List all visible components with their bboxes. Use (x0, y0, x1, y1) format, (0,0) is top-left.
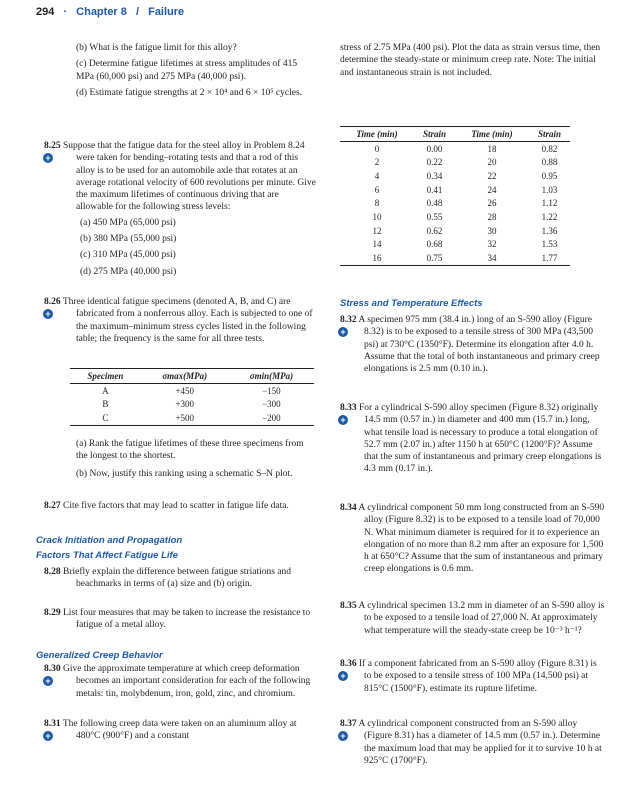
table-cell: 0.95 (541, 170, 558, 181)
problem-number: 8.29 (44, 608, 61, 618)
header-slash: / (135, 6, 140, 18)
table-cell: 22 (487, 170, 497, 181)
table-cell: 0.75 (426, 253, 443, 264)
table-cell: 32 (487, 239, 497, 250)
table-cell: 0.62 (426, 225, 443, 236)
table-cell: 4 (374, 170, 380, 181)
table-cell: 0.68 (426, 239, 443, 250)
problem-text: A cylindrical specimen 13.2 mm in diameter of an S-590 alloy is to be exposed to a tensile load of 27,000 N. At approximately what temperature will the steady-state creep be 10⁻³ h⁻¹? (358, 601, 605, 636)
table-cell: 20 (487, 157, 497, 168)
problem-text: A specimen 975 mm (38.4 in.) long of an S-590 alloy (Figure 8.32) is to be exposed to a tensile stress of 300 MPa (43,500 psi) at 730°C (1350°F). Determine its elongation after 4.0 h. Assume that the total of both instantaneous and primary creep elongations is 2.5 mm (0.10 in.). (358, 315, 600, 375)
table-cell: 34 (487, 253, 497, 264)
table-cell: 0.41 (426, 184, 443, 195)
stress-level-c: (c) 310 MPa (45,000 psi) (80, 250, 176, 261)
table-cell: 2 (374, 157, 380, 168)
table-cell: 24 (487, 184, 497, 195)
stress-level-b: (b) 380 MPa (55,000 psi) (80, 234, 177, 245)
problem-number: 8.27 (44, 501, 61, 511)
problem-8-33 (340, 402, 606, 476)
table-header: Strain (537, 128, 561, 139)
problem-8-30 (44, 663, 316, 700)
problem-number: 8.28 (44, 567, 61, 577)
problem-8-26-a: (a) Rank the fatigue lifetimes of these three specimens from the longest to the shortest. (76, 439, 304, 462)
table-cell: 1.53 (541, 239, 558, 250)
problem-8-27 (44, 500, 316, 512)
table-header: Specimen (87, 370, 124, 381)
problem-8-37 (340, 718, 606, 767)
problem-8-25 (44, 140, 316, 278)
left-column (44, 42, 316, 99)
table-cell: −200 (262, 412, 281, 423)
problem-text: For a cylindrical S-590 alloy specimen (Figure 8.32) originally 14.5 mm (0.57 in.) in diameter and 400 mm (15.7 in.) long, what tensile load is necessary to produce a total elongation of 52.7 mm (2.07 in.) after 1150 h at 650°C (1200°F)? Assume that the sum of instantaneous and primary creep elongations is 4.3 mm (0.17 in.). (359, 403, 602, 475)
table-header: Time (min) (356, 128, 398, 139)
section-heading-creep: Generalized Creep Behavior (36, 650, 163, 661)
problem-text: Cite five factors that may lead to scatter in fatigue life data. (63, 501, 289, 511)
problem-number: 8.30 (44, 664, 61, 674)
plus-icon: + (43, 676, 53, 686)
table-cell: 0 (374, 143, 380, 154)
section-heading-factors: Factors That Affect Fatigue Life (36, 550, 178, 561)
plus-icon: + (338, 731, 348, 741)
problem-8-26-b: (b) Now, justify this ranking using a schematic S–N plot. (76, 468, 293, 479)
problem-number: 8.32 (340, 315, 357, 325)
problem-8-28 (44, 566, 316, 591)
problem-8-35 (340, 600, 606, 637)
table-cell: 0.00 (426, 143, 443, 154)
problem-number: 8.36 (340, 659, 357, 669)
problem-text: Three identical fatigue specimens (denoted A, B, and C) are fabricated from a nonferrous alloy. Each is subjected to one of the maximum–minimum stress cycles listed in the following table; the frequency is the same for all three tests. (62, 297, 313, 344)
table-cell: 1.77 (541, 253, 558, 264)
page-header (36, 6, 184, 18)
problem-number: 8.31 (44, 719, 61, 729)
table-cell: 1.22 (541, 211, 558, 222)
table-cell: +500 (175, 412, 195, 423)
section-heading-stress-temperature: Stress and Temperature Effects (340, 298, 483, 309)
table-cell: 28 (487, 211, 497, 222)
problem-text: Suppose that the fatigue data for the steel alloy in Problem 8.24 were taken for bending–rotating tests and that a rod of this alloy is to be used for an automobile axle that rotates at an average rotational velocity of 600 revolutions per minute. Give the maximum lifetimes of continuous driving that are allowable for the following stress levels: (63, 141, 316, 213)
problem-number: 8.26 (44, 297, 61, 307)
problem-text: A cylindrical component constructed from an S-590 alloy (Figure 8.31) has a diameter of 14.5 mm (0.57 in.). Determine the maximum load that may be applied for it to survive 10 h at 925°C (1700°F). (358, 719, 602, 766)
table-header: Strain (422, 128, 446, 139)
problem-8-24-d: (d) Estimate fatigue strengths at 2 × 10⁴ and 6 × 10⁵ cycles. (76, 87, 303, 98)
problem-text: A cylindrical component 50 mm long constructed from an S-590 alloy (Figure 8.32) is to be exposed to a tensile load of 70,000 N. What minimum diameter is required for it to experience an elongation of no more than 8.2 mm after an exposure for 1,500 h at 650°C? Assume that the sum of instantaneous and primary creep elongations is 0.6 mm. (358, 503, 605, 575)
problem-8-31-continued: stress of 2.75 MPa (400 psi). Plot the data as strain versus time, then determine the steady-state or minimum creep rate. Note: The initial and instantaneous strain is not included. (340, 43, 601, 78)
stress-level-d: (d) 275 MPa (40,000 psi) (80, 266, 177, 277)
table-cell: 10 (372, 211, 382, 222)
plus-icon: + (338, 415, 348, 425)
table-cell: 0.88 (541, 157, 558, 168)
header-separator: · (63, 6, 68, 18)
problem-text: The following creep data were taken on an aluminum alloy at 480°C (900°F) and a constant (62, 719, 297, 742)
problem-8-32 (340, 314, 606, 375)
problem-number: 8.33 (340, 403, 357, 413)
table-cell: C (102, 412, 109, 423)
section-heading-crack: Crack Initiation and Propagation (36, 535, 183, 546)
table-cell: 0.82 (541, 143, 558, 154)
table-cell: 16 (372, 253, 382, 264)
problem-number: 8.25 (44, 141, 61, 151)
table-cell: 0.34 (426, 170, 443, 181)
problem-8-26 (44, 296, 316, 345)
problem-8-29 (44, 607, 316, 632)
problem-8-31 (44, 718, 316, 743)
specimen-table (70, 368, 314, 426)
problem-8-24-c: (c) Determine fatigue lifetimes at stress amplitudes of 415 MPa (60,000 psi) and 275 MPa (40,000 psi). (76, 59, 298, 82)
stress-level-a: (a) 450 MPa (65,000 psi) (80, 217, 176, 228)
table-cell: 12 (372, 225, 382, 236)
problem-8-36 (340, 658, 606, 695)
table-cell: 14 (372, 239, 382, 250)
table-cell: 8 (374, 198, 380, 209)
table-header: σmin(MPa) (249, 370, 294, 381)
plus-icon: + (43, 153, 53, 163)
page-number: 294 (36, 6, 55, 18)
creep-data-table (340, 126, 570, 266)
problem-8-24-b: (b) What is the fatigue limit for this alloy? (76, 43, 237, 53)
problem-text: If a component fabricated from an S-590 alloy (Figure 8.31) is to be exposed to a tensile stress of 100 MPa (14,500 psi) at 815°C (1500°F), estimate its rupture lifetime. (359, 659, 597, 694)
problem-8-34 (340, 502, 606, 576)
table-cell: 1.12 (541, 198, 558, 209)
table-cell: A (102, 385, 109, 396)
plus-icon: + (338, 671, 348, 681)
problem-text: Briefly explain the difference between fatigue striations and beachmarks in terms of (a) size and (b) origin. (63, 567, 291, 590)
problem-8-26-parts (44, 438, 316, 480)
problem-number: 8.34 (340, 503, 357, 513)
table-cell: 0.22 (426, 157, 443, 168)
problem-text: Give the approximate temperature at which creep deformation becomes an important consideration for each of the following metals: tin, molybdenum, iron, gold, zinc, and chromium. (63, 664, 311, 699)
plus-icon: + (43, 731, 53, 741)
table-cell: 26 (487, 198, 497, 209)
table-cell: 18 (487, 143, 497, 154)
chapter-title: Failure (148, 6, 185, 18)
table-cell: 0.48 (426, 198, 443, 209)
table-cell: +450 (175, 385, 195, 396)
table-cell: 6 (374, 184, 380, 195)
table-cell: 30 (487, 225, 497, 236)
table-cell: 0.55 (426, 211, 443, 222)
table-cell: 1.03 (541, 184, 558, 195)
table-cell: 1.36 (541, 225, 558, 236)
table-cell: −300 (262, 399, 281, 410)
table-header: Time (min) (471, 128, 513, 139)
table-cell: +300 (175, 399, 195, 410)
chapter-label: Chapter 8 (76, 6, 127, 18)
problem-text: List four measures that may be taken to increase the resistance to fatigue of a metal alloy. (63, 608, 311, 631)
plus-icon: + (338, 327, 348, 337)
problem-number: 8.37 (340, 719, 357, 729)
problem-number: 8.35 (340, 601, 357, 611)
table-cell: B (102, 399, 109, 410)
table-header: σmax(MPa) (162, 370, 208, 381)
plus-icon: + (43, 309, 53, 319)
table-cell: −150 (262, 385, 281, 396)
